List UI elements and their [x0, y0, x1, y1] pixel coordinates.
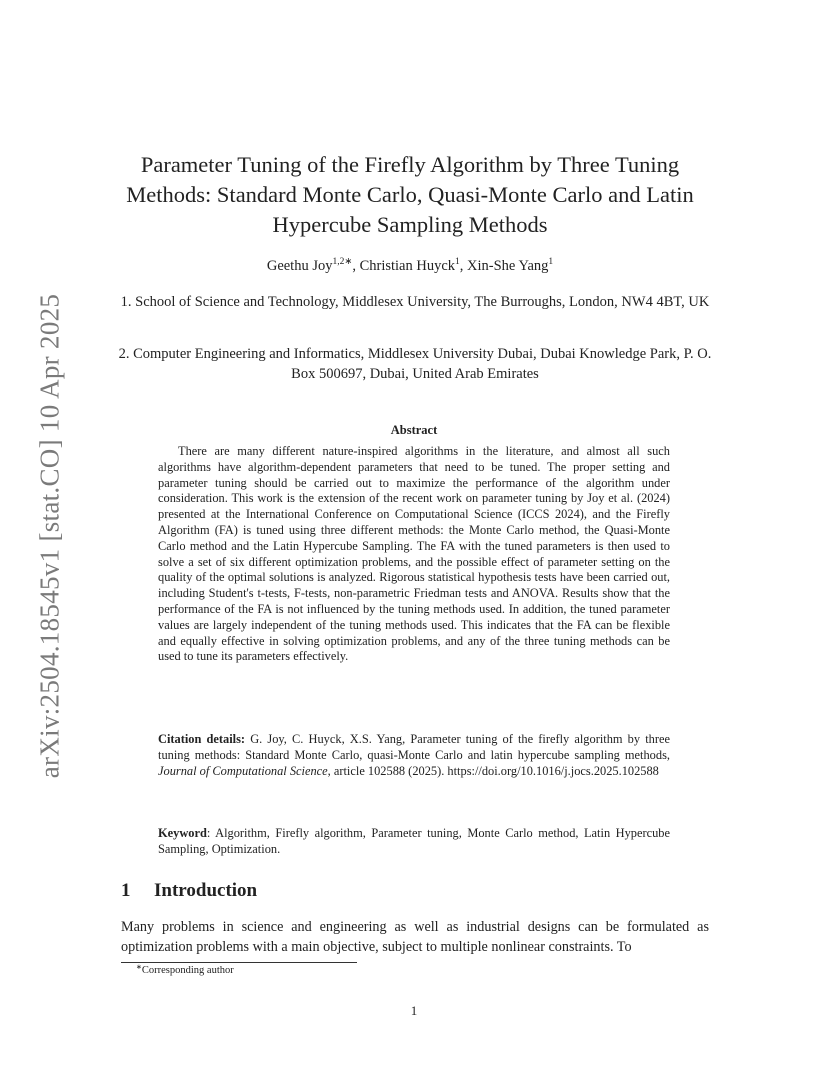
section-title: Introduction	[154, 880, 258, 901]
footnote	[136, 965, 234, 976]
affiliation-2: 2. Computer Engineering and Informatics, Middlesex University Dubai, Dubai Knowledge Park, P. O. Box 500697, Dubai, United Arab Emirates	[118, 346, 712, 382]
author-affiliation-mark: 1,2∗	[332, 257, 353, 267]
paper-title: Parameter Tuning of the Firefly Algorithm by Three Tuning Methods: Standard Monte Carlo, Quasi-Monte Carlo and Latin Hypercube Sampling Methods	[126, 152, 694, 237]
keyword-text: : Algorithm, Firefly algorithm, Parameter tuning, Monte Carlo method, Latin Hypercube Sampling, Optimization.	[158, 826, 670, 856]
section-number: 1	[121, 880, 131, 901]
author-name: Xin-She Yang	[467, 258, 549, 274]
page-number: 1	[410, 1003, 418, 1018]
keywords	[158, 826, 670, 858]
author-affiliation-mark: 1	[455, 257, 460, 267]
citation-text-tail: , article 102588 (2025). https://doi.org/10.1016/j.jocs.2025.102588	[327, 763, 659, 778]
author-list: Geethu Joy$^{1,2∗}$, Christian Huyck$^1$, Xin-She Yang$^1$	[266, 257, 554, 274]
abstract-text: There are many different nature-inspired algorithms in the literature, and almost all such algorithms have algorithm-dependent parameters that need to be tuned. The proper setting and parameter tuning should be carried out to maximize the performance of the algorithm under consideration. This work is the extension of the recent work on parameter tuning by Joy et al. (2024) presented at the International Conference on Computational Science (ICCS 2024), and the Firefly Algorithm (FA) is tuned using three different methods: the Monte Carlo method, the Quasi-Monte Carlo method and the Latin Hypercube Sampling. The FA with the tuned parameters is then used to solve a set of six different optimization problems, and the possible effect of parameter setting on the quality of the optimal solutions is analyzed. Rigorous statistical hypothesis tests have been carried out, including Student's t-tests, F-tests, non-parametric Friedman tests and ANOVA. Results show that the performance of the FA is not influenced by the tuning methods used. In addition, the tuned parameter values are largely independent of the tuning methods used. This indicates that the FA can be flexible and equally effective in solving optimization problems, and any of the three tuning methods can be used to tune its parameters effectively.	[158, 444, 670, 664]
author-affiliation-mark: 1	[548, 257, 554, 267]
author-name: Christian Huyck	[359, 258, 456, 274]
author-name: Geethu Joy	[266, 258, 333, 274]
keyword-label: Keyword	[158, 826, 207, 840]
footnote-mark: ∗	[136, 963, 142, 971]
citation-label: Citation details:	[158, 732, 246, 746]
citation-details	[158, 732, 670, 779]
intro-paragraph: Many problems in science and engineering as well as industrial designs can be formulated as optimization problems with a main objective, subject to multiple nonlinear constraints. To	[121, 919, 709, 955]
footnote-rule	[121, 962, 357, 963]
abstract-heading: Abstract	[390, 423, 438, 437]
affiliation-1: 1. School of Science and Technology, Middlesex University, The Burroughs, London, NW4 4BT, UK	[120, 294, 710, 310]
section-heading	[121, 880, 257, 902]
footnote-text: Corresponding author	[141, 965, 234, 976]
citation-journal: Journal of Computational Science	[158, 763, 328, 778]
arxiv-identifier-stamp: arXiv:2504.18545v1 [stat.CO] 10 Apr 2025	[34, 293, 65, 779]
citation-text: G. Joy, C. Huyck, X.S. Yang, Parameter tuning of the firefly algorithm by three tuning methods: Standard Monte Carlo, quasi-Monte Carlo and latin hypercube sampling methods,	[158, 732, 670, 762]
